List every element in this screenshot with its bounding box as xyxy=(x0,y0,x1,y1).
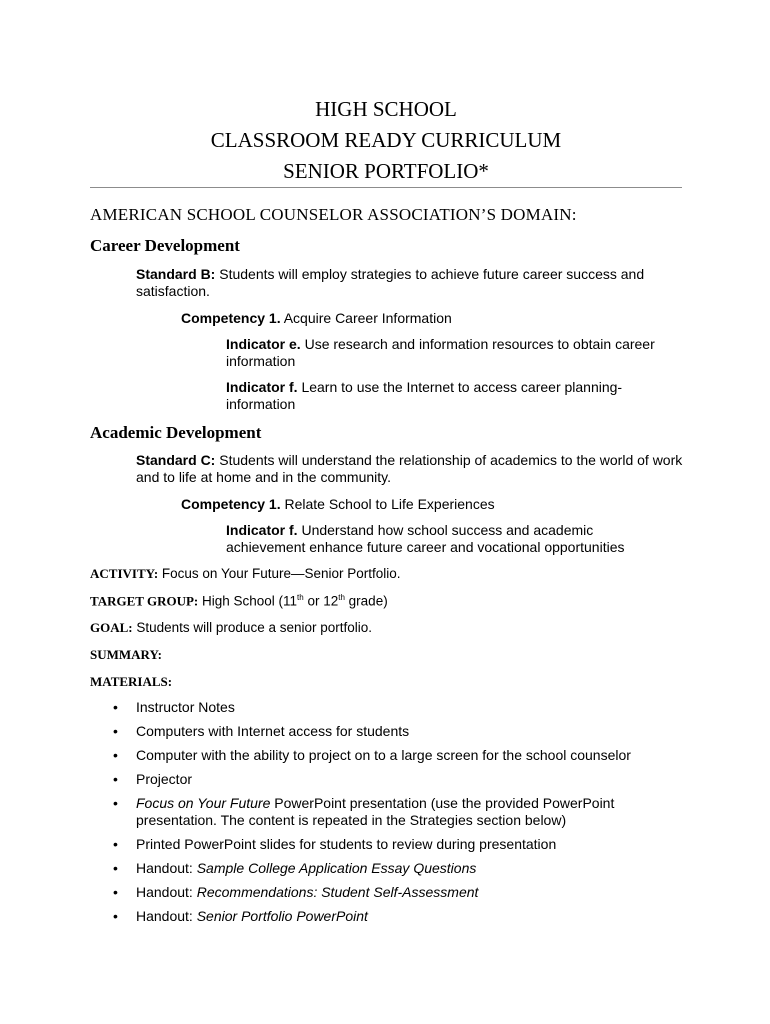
indicator-e-text: Use research and information resources to obtain career information xyxy=(226,336,655,369)
list-item xyxy=(90,771,690,788)
bullet: • xyxy=(113,908,118,924)
list-item xyxy=(90,795,656,829)
career-competency-text: Acquire Career Information xyxy=(280,310,452,326)
document-title xyxy=(90,94,682,187)
target-group-sup-2: th xyxy=(338,593,345,602)
standard-b-text: Students will employ strategies to achieve future career success and satisfaction. xyxy=(136,266,645,299)
academic-standard-c xyxy=(136,452,696,486)
bullet: • xyxy=(113,699,118,715)
target-group-text-before: High School (11 xyxy=(198,593,298,609)
material-text: Computer with the ability to project on to a large screen for the school counselor xyxy=(136,747,631,763)
domain-heading: AMERICAN SCHOOL COUNSELOR ASSOCIATION’S DOMAIN: xyxy=(90,205,577,224)
list-item xyxy=(90,884,690,901)
material-text: Handout: xyxy=(136,860,197,876)
material-italic-text: Senior Portfolio PowerPoint xyxy=(196,908,368,924)
academic-development-heading: Academic Development xyxy=(90,423,262,442)
indicator-e-label: Indicator e. xyxy=(226,336,301,352)
career-competency-label: Competency 1. xyxy=(181,310,281,326)
title-line-2: CLASSROOM READY CURRICULUM xyxy=(210,128,562,152)
material-text: Handout: xyxy=(136,884,197,900)
activity-row xyxy=(90,566,401,582)
career-development-heading: Career Development xyxy=(90,236,240,255)
standard-b-label: Standard B: xyxy=(136,266,216,282)
standard-c-text: Students will understand the relationship of academics to the world of work and to life at home and in the community. xyxy=(136,452,683,485)
academic-indicator-f xyxy=(226,522,646,556)
academic-indicator-f-label: Indicator f. xyxy=(226,522,298,538)
standard-c-label: Standard C: xyxy=(136,452,216,468)
target-group-sup-1: th xyxy=(297,593,304,602)
activity-text: Focus on Your Future—Senior Portfolio. xyxy=(158,566,401,581)
bullet: • xyxy=(113,836,118,852)
career-indicator-f-text: Learn to use the Internet to access career planning-information xyxy=(226,379,623,412)
material-text: Instructor Notes xyxy=(136,699,235,715)
material-italic-text: Sample College Application Essay Questions xyxy=(196,860,477,876)
goal-text: Students will produce a senior portfolio. xyxy=(132,620,373,635)
materials-list xyxy=(90,699,690,932)
list-item xyxy=(90,836,690,853)
material-text: Projector xyxy=(136,771,193,787)
material-text: Printed PowerPoint slides for students to review during presentation xyxy=(136,836,557,852)
goal-label: GOAL: xyxy=(90,620,133,635)
academic-competency-text: Relate School to Life Experiences xyxy=(280,496,495,512)
career-competency-1 xyxy=(181,310,681,327)
bullet: • xyxy=(113,884,118,900)
bullet: • xyxy=(113,771,118,787)
activity-label: ACTIVITY: xyxy=(90,566,159,581)
list-item xyxy=(90,747,690,764)
title-line-3: SENIOR PORTFOLIO* xyxy=(283,159,489,183)
material-italic-text: Focus on Your Future xyxy=(136,795,271,811)
bullet: • xyxy=(113,747,118,763)
career-indicator-f-label: Indicator f. xyxy=(226,379,298,395)
materials-row xyxy=(90,674,172,690)
career-indicator-e xyxy=(226,336,676,370)
material-text: Computers with Internet access for students xyxy=(136,723,410,739)
list-item xyxy=(90,860,690,877)
academic-competency-label: Competency 1. xyxy=(181,496,281,512)
bullet: • xyxy=(113,723,118,739)
list-item xyxy=(90,723,690,740)
goal-row xyxy=(90,620,372,636)
target-group-row xyxy=(90,593,388,610)
target-group-text-mid: or 12 xyxy=(303,593,339,609)
target-group-text-after: grade) xyxy=(344,593,388,609)
title-divider xyxy=(90,187,682,188)
title-line-1: HIGH SCHOOL xyxy=(315,97,457,121)
bullet: • xyxy=(113,860,118,876)
material-text: Handout: xyxy=(136,908,197,924)
material-italic-text: Recommendations: Student Self-Assessment xyxy=(196,884,479,900)
academic-indicator-f-text: Understand how school success and academic achievement enhance future career and vocational opportunities xyxy=(226,522,625,555)
career-standard-b xyxy=(136,266,686,300)
target-group-label: TARGET GROUP: xyxy=(90,593,199,609)
academic-competency-1 xyxy=(181,496,681,513)
summary-row xyxy=(90,647,162,663)
list-item xyxy=(90,699,690,716)
list-item xyxy=(90,908,690,925)
bullet: • xyxy=(113,795,118,811)
summary-label: SUMMARY: xyxy=(90,647,163,662)
material-text: PowerPoint presentation (use the provided PowerPoint presentation. The content is repeated in the Strategies section below) xyxy=(136,795,615,828)
materials-label: MATERIALS: xyxy=(90,674,173,689)
career-indicator-f xyxy=(226,379,626,413)
